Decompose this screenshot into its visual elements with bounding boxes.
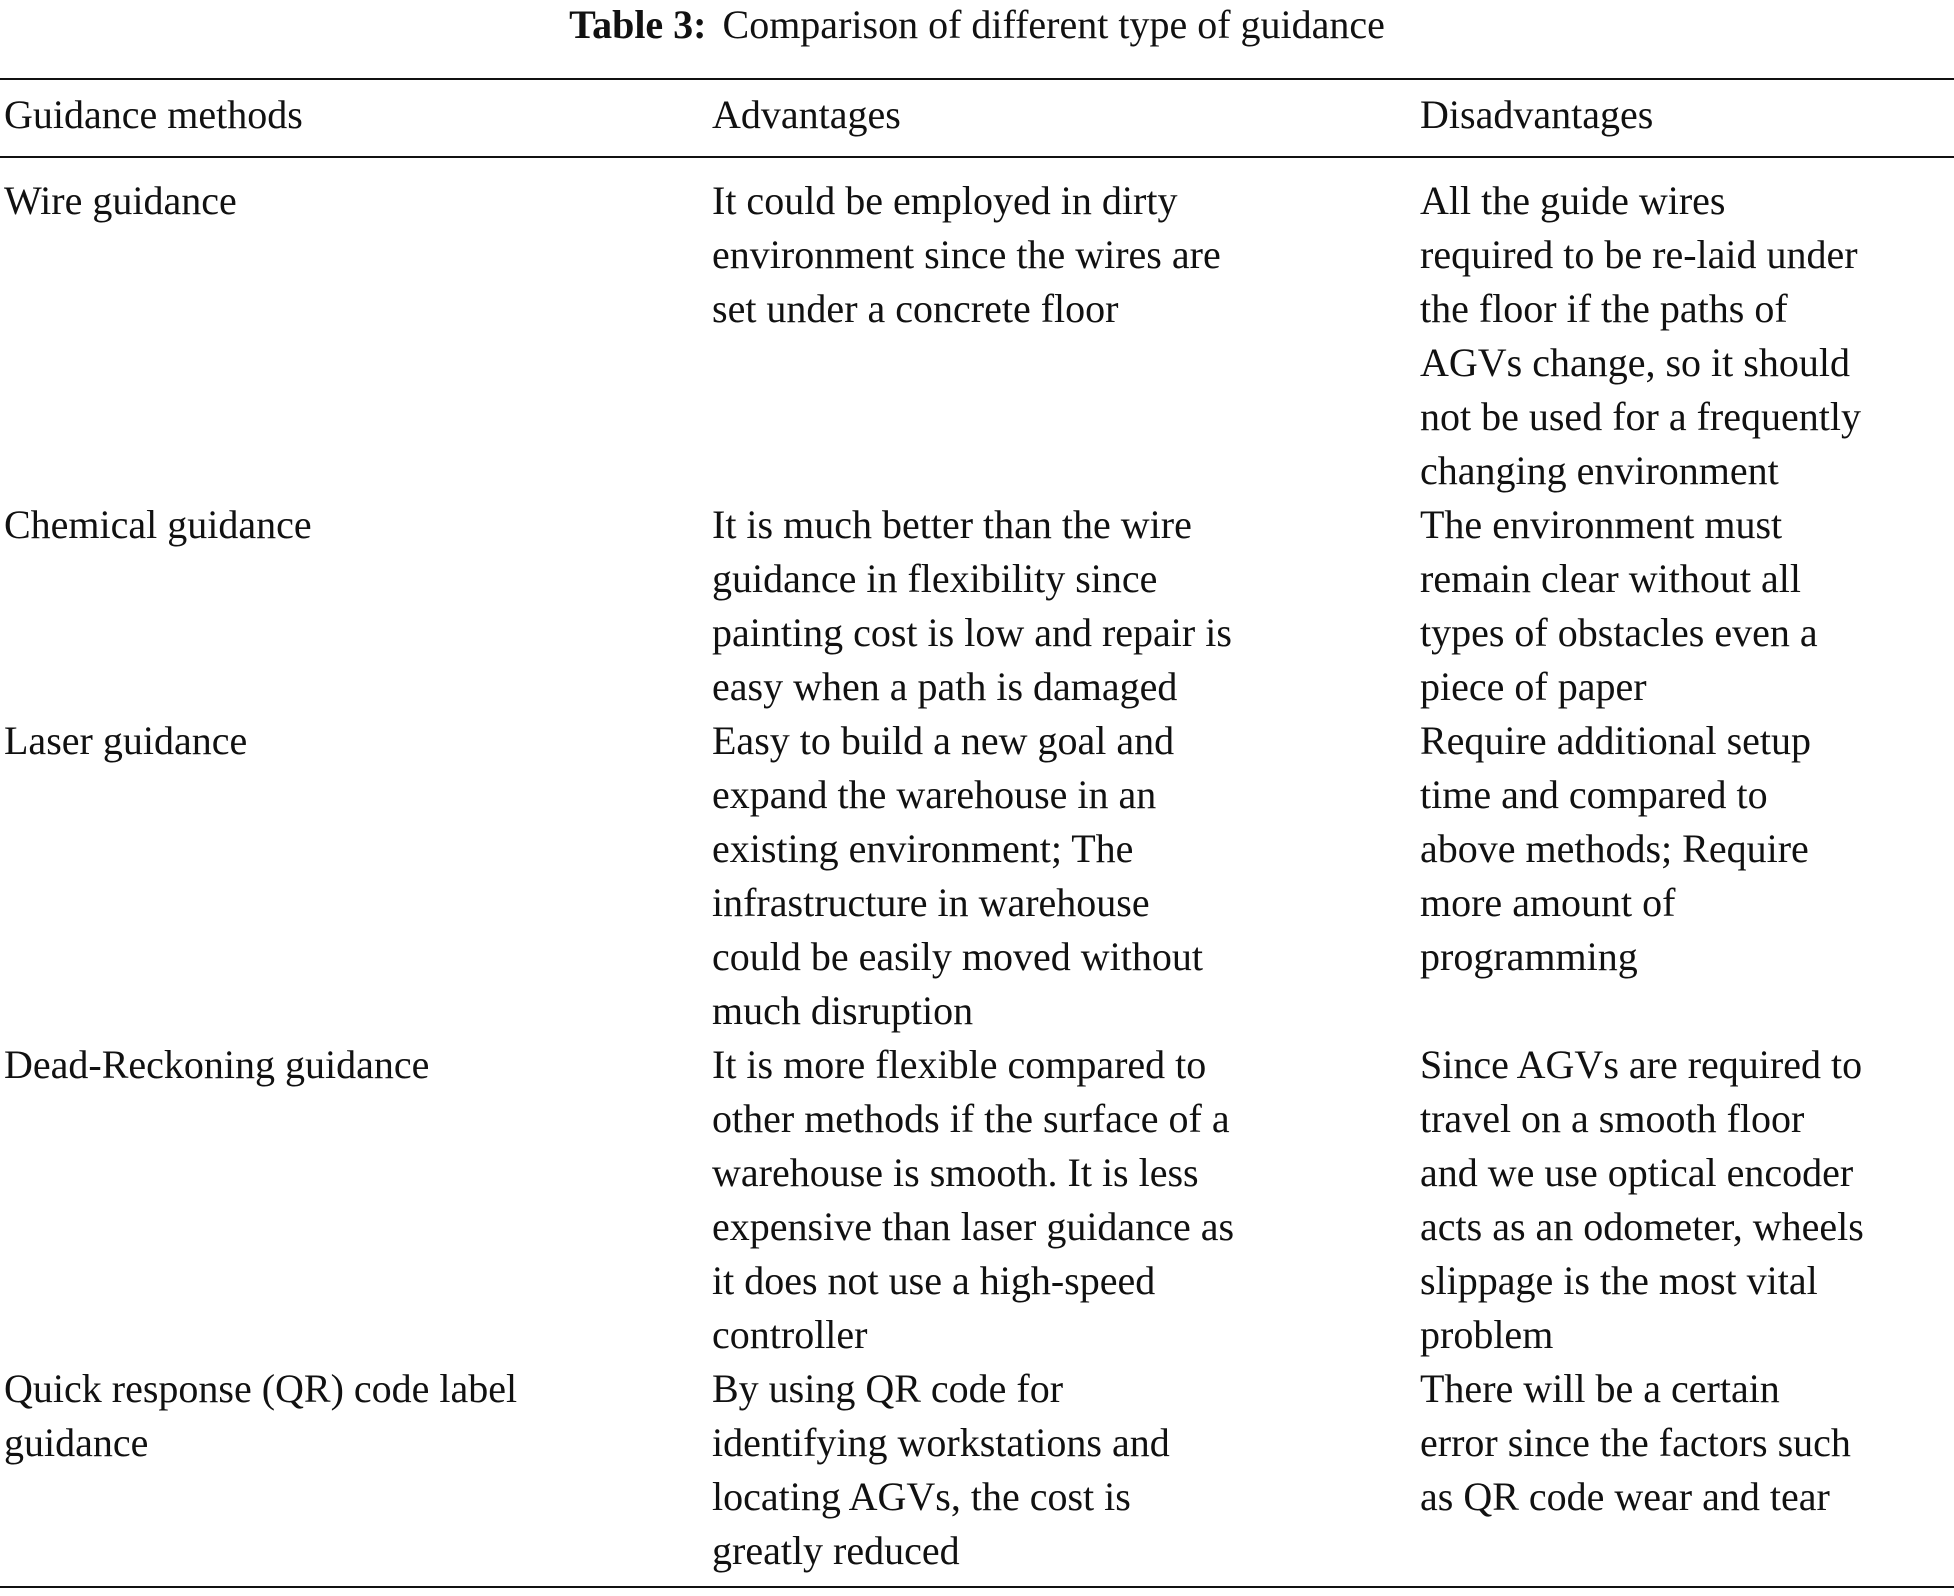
advantages-cell: Easy to build a new goal and expand the warehouse in an existing environment; The infrastructure in warehouse could be easily moved without much disruption <box>712 718 1204 1033</box>
table-header-rule <box>0 156 1954 158</box>
table-body <box>0 174 1954 1578</box>
table-row <box>0 1362 1954 1578</box>
method-cell: Dead-Reckoning guidance <box>4 1042 430 1087</box>
advantages-cell: It is much better than the wire guidance in flexibility since painting cost is low and repair is easy when a path is damaged <box>712 502 1232 709</box>
table-row <box>0 498 1954 714</box>
disadvantages-cell: There will be a certain error since the factors such as QR code wear and tear <box>1420 1366 1851 1519</box>
disadvantages-cell: The environment must remain clear without all types of obstacles even a piece of paper <box>1420 502 1818 709</box>
method-cell: Laser guidance <box>4 718 248 763</box>
column-header-guidance-methods: Guidance methods <box>4 92 303 137</box>
method-cell: Quick response (QR) code label guidance <box>4 1366 518 1465</box>
table-bottom-rule <box>0 1586 1954 1588</box>
advantages-cell: It is more flexible compared to other methods if the surface of a warehouse is smooth. It is less expensive than laser guidance as it does not use a high-speed controller <box>712 1042 1235 1357</box>
table-caption-label: Table 3: <box>569 2 707 47</box>
table-caption-title: Comparison of different type of guidance <box>722 2 1385 47</box>
advantages-cell: It could be employed in dirty environment since the wires are set under a concrete floor <box>712 178 1221 331</box>
table-row <box>0 174 1954 498</box>
method-cell: Chemical guidance <box>4 502 312 547</box>
table-caption <box>0 0 1954 50</box>
method-cell: Wire guidance <box>4 178 237 223</box>
disadvantages-cell: Since AGVs are required to travel on a smooth floor and we use optical encoder acts as an odometer, wheels slippage is the most vital problem <box>1420 1042 1864 1357</box>
column-header-advantages: Advantages <box>712 92 901 137</box>
table-top-rule <box>0 78 1954 80</box>
table-row <box>0 1038 1954 1362</box>
table-row <box>0 714 1954 1038</box>
disadvantages-cell: All the guide wires required to be re-laid under the floor if the paths of AGVs change, so it should not be used for a frequently changing environment <box>1420 178 1861 493</box>
disadvantages-cell: Require additional setup time and compared to above methods; Require more amount of programming <box>1420 718 1812 979</box>
column-header-disadvantages: Disadvantages <box>1420 92 1654 137</box>
advantages-cell: By using QR code for identifying workstations and locating AGVs, the cost is greatly reduced <box>712 1366 1170 1573</box>
table-header-row <box>0 90 1954 140</box>
